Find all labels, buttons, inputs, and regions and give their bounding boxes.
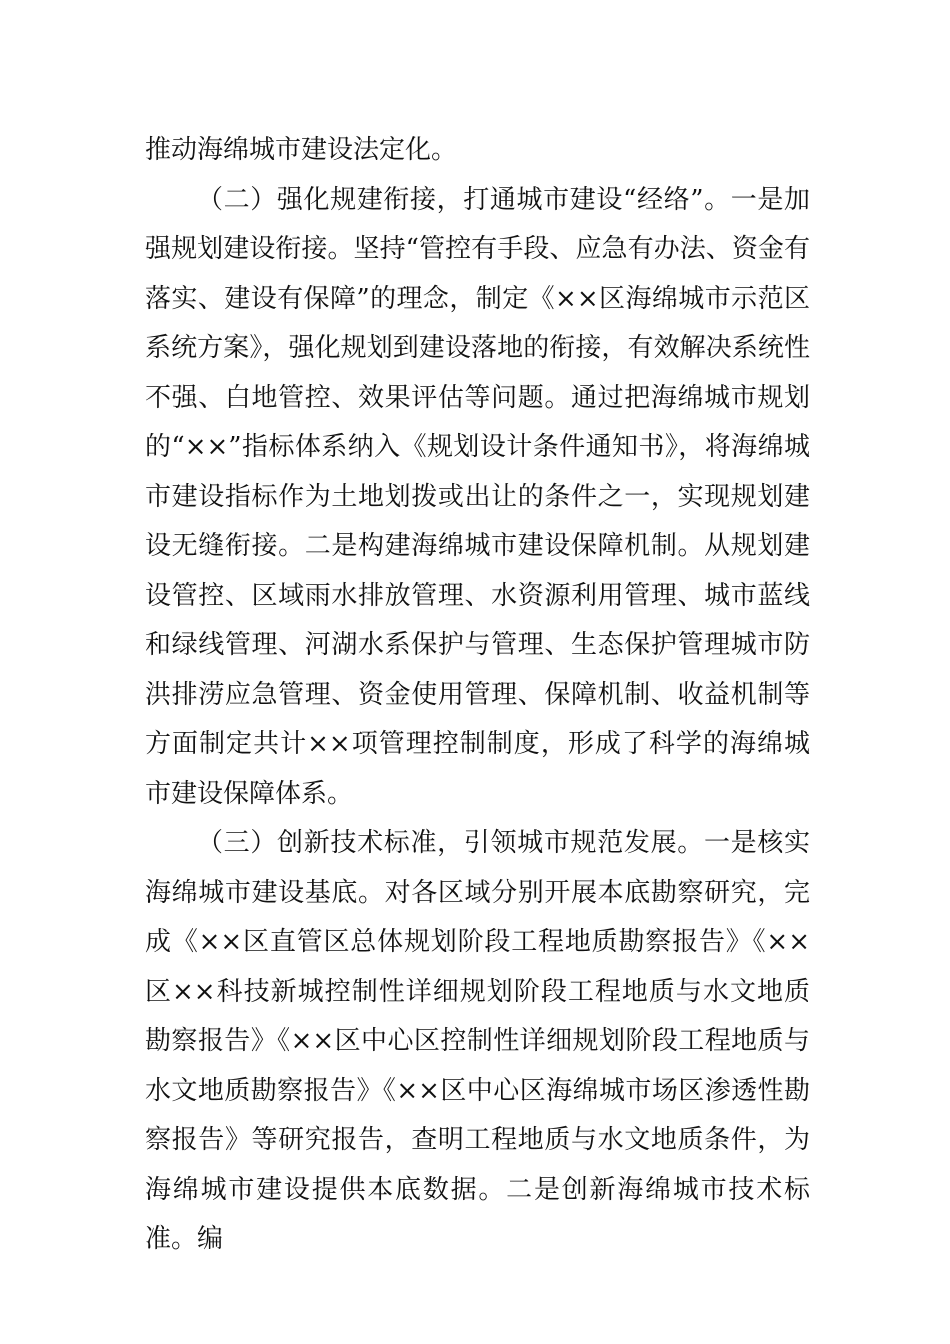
paragraph-section-3: （三）创新技术标准，引领城市规范发展。一是核实海绵城市建设基底。对各区域分别开展本底勘察研究，完成《××区直管区总体规划阶段工程地质勘察报告》《××区××科技新城控制性详细规划阶段工程地质与水文地质勘察报告》《××区中心区控制性详细规划阶段工程地质与水文地质勘察报告》《××区中心区海绵城市场区渗透性勘察报告》等研究报告，查明工程地质与水文地质条件，为海绵城市建设提供本底数据。二是创新海绵城市技术标准。编: [145, 828, 810, 1254]
paragraph-continuation: 推动海绵城市建设法定化。: [145, 135, 458, 165]
paragraph-section-2: （二）强化规建衔接，打通城市建设“经络”。一是加强规划建设衔接。坚持“管控有手段、应急有办法、资金有落实、建设有保障”的理念，制定《××区海绵城市示范区系统方案》，强化规划到建设落地的衔接，有效解决系统性不强、白地管控、效果评估等问题。通过把海绵城市规划的“××”指标体系纳入《规划设计条件通知书》，将海绵城市建设指标作为土地划拨或出让的条件之一，实现规划建设无缝衔接。二是构建海绵城市建设保障机制。从规划建设管控、区域雨水排放管理、水资源利用管理、城市蓝线和绿线管理、河湖水系保护与管理、生态保护管理城市防洪排涝应急管理、资金使用管理、保障机制、收益机制等方面制定共计××项管理控制制度，形成了科学的海绵城市建设保障体系。: [145, 184, 810, 809]
document-body: [145, 126, 810, 1265]
